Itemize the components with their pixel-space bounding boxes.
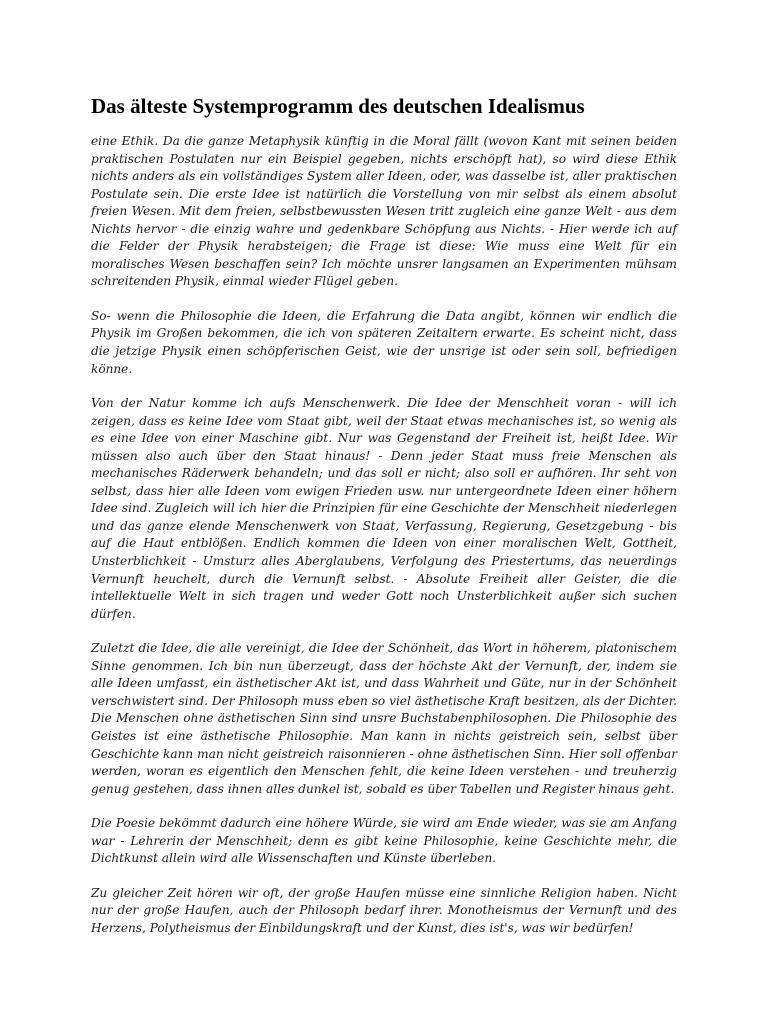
paragraph-4: Zuletzt die Idee, die alle vereinigt, die Idee der Schönheit, das Wort in höherem, platonischem Sinne genommen. Ich bin nun überzeugt, dass der höchste Akt der Vernunft, der, indem sie alle Ideen umfasst, ein ästhetischer Akt ist, und dass Wahrheit und Güte, nur in der Schönheit verschwistert sind. Der Philosoph muss eben so viel ästhetische Kraft besitzen, als der Dichter. Die Menschen ohne ästhetischen Sinn sind unsre Buchstabenphilosophen. Die Philosophie des Geistes ist eine ästhetische Philosophie. Man kann in nichts geistreich sein, selbst über Geschichte kann man nicht geistreich raisonnieren - ohne ästhetischen Sinn. Hier soll offenbar werden, woran es eigentlich den Menschen fehlt, die keine Ideen verstehen - und treuherzig genug gestehen, dass ihnen alles dunkel ist, sobald es über Tabellen und Register hinaus geht. [91, 641, 677, 796]
paragraph-5: Die Poesie bekömmt dadurch eine höhere Würde, sie wird am Ende wieder, was sie am Anfang war - Lehrerin der Menschheit; denn es gibt keine Philosophie, keine Geschichte mehr, die Dichtkunst allein wird alle Wissenschaften und Künste überleben. [91, 816, 677, 866]
document-title: Das älteste Systemprogramm des deutschen Idealismus [91, 94, 585, 118]
paragraph-2: So- wenn die Philosophie die Ideen, die Erfahrung die Data angibt, können wir endlich die Physik im Großen bekommen, die ich von späteren Zeitaltern erwarte. Es scheint nicht, dass die jetzige Physik einen schöpferischen Geist, wie der unsrige ist oder sein soll, befriedigen könne. [91, 308, 677, 376]
paragraph-3: Von der Natur komme ich aufs Menschenwerk. Die Idee der Menschheit voran - will ich zeigen, dass es keine Idee vom Staat gibt, weil der Staat etwas mechanisches ist, so wenig als es eine Idee von einer Maschine gibt. Nur was Gegenstand der Freiheit ist, heißt Idee. Wir müssen also auch über den Staat hinaus! - Denn jeder Staat muss freie Menschen als mechanisches Räderwerk behandeln; und das soll er nicht; also soll er aufhören. Ihr seht von selbst, dass hier alle Ideen vom ewigen Frieden usw. nur untergeordnete Ideen einer höhern Idee sind. Zugleich will ich hier die Prinzipien für eine Geschichte der Menschheit niederlegen und das ganze elende Menschenwerk von Staat, Verfassung, Regierung, Gesetzgebung - bis auf die Haut entblößen. Endlich kommen die Ideen von einer moralischen Welt, Gottheit, Unsterblichkeit - Umsturz alles Aberglaubens, Verfolgung des Priestertums, das neuerdings Vernunft heuchelt, durch die Vernunft selbst. - Absolute Freiheit aller Geister, die die intellektuelle Welt in sich tragen und weder Gott noch Unsterblichkeit außer sich suchen dürfen. [91, 396, 677, 621]
paragraph-1: eine Ethik. Da die ganze Metaphysik künftig in die Moral fällt (wovon Kant mit seinen beiden praktischen Postulaten nur ein Beispiel gegeben, nichts erschöpft hat), so wird diese Ethik nichts anders als ein vollständiges System aller Ideen, oder, was dasselbe ist, aller praktischen Postulate sein. Die erste Idee ist natürlich die Vorstellung von mir selbst als einem absolut freien Wesen. Mit dem freien, selbstbewussten Wesen tritt zugleich eine ganze Welt - aus dem Nichts hervor - die einzig wahre und gedenkbare Schöpfung aus Nichts. - Hier werde ich auf die Felder der Physik herabsteigen; die Frage ist diese: Wie muss eine Welt für ein moralisches Wesen beschaffen sein? Ich möchte unsrer langsamen an Experimenten mühsam schreitenden Physik, einmal wieder Flügel geben. [91, 134, 677, 289]
paragraph-6: Zu gleicher Zeit hören wir oft, der große Haufen müsse eine sinnliche Religion haben. Nicht nur der große Haufen, auch der Philosoph bedarf ihrer. Monotheismus der Vernunft und des Herzens, Polytheismus der Einbildungskraft und der Kunst, dies ist's, was wir bedürfen! [91, 885, 677, 935]
document-body [91, 133, 677, 954]
